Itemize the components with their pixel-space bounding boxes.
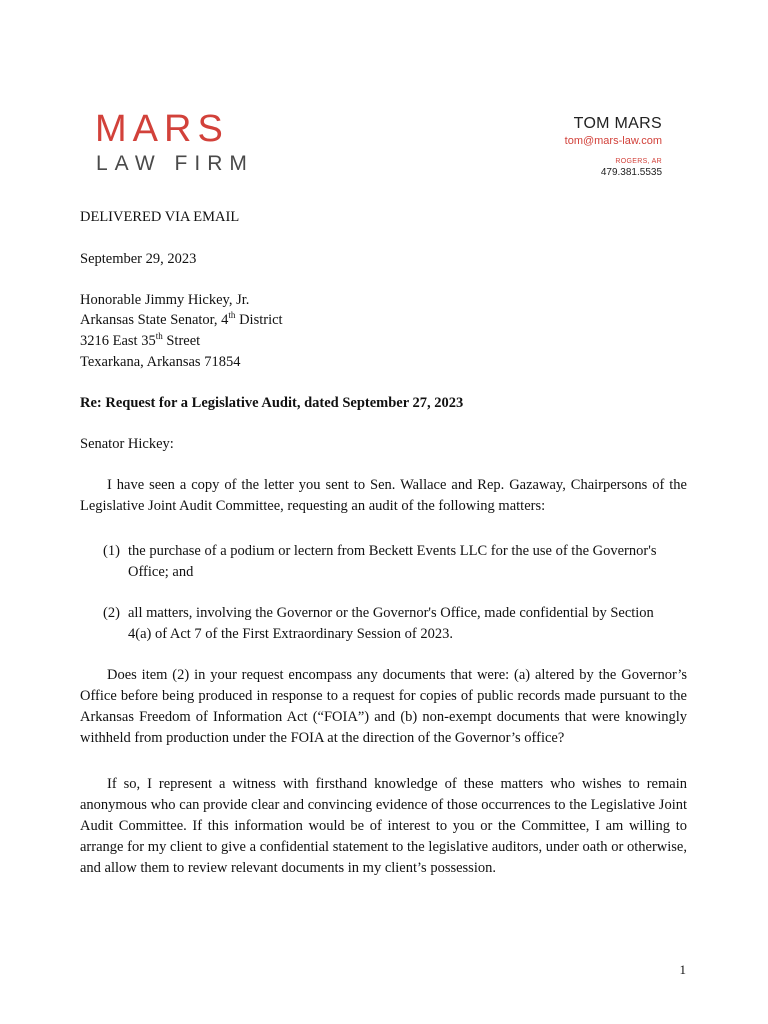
list-item-2-number: (2) (103, 605, 120, 621)
recipient-name: Honorable Jimmy Hickey, Jr. (80, 292, 250, 308)
recipient-title-sup: th (228, 310, 236, 321)
list-item-2 (103, 603, 687, 645)
recipient-city: Texarkana, Arkansas 71854 (80, 354, 241, 370)
list-item-1-first-line (103, 541, 687, 562)
letterhead-contact (565, 115, 662, 179)
firm-logo (95, 110, 254, 176)
subject-line: Re: Request for a Legislative Audit, dated September 27, 2023 (80, 395, 464, 411)
list-item-1 (103, 541, 687, 583)
attorney-city: ROGERS, AR (615, 158, 662, 165)
recipient-street (80, 331, 200, 351)
list-item-2-continuation: 4(a) of Act 7 of the First Extraordinary Session of 2023. (128, 626, 453, 642)
body-paragraph-2: Does item (2) in your request encompass any documents that were: (a) altered by the Governor’s Office before being produced in response to a request for copies of public records made pursuant to the Arkansas Freedom of Information Act (“FOIA”) and (b) non-exempt documents that were knowingly withheld from production under the FOIA at the direction of the Governor’s office? (80, 667, 687, 746)
recipient-street-end: Street (162, 333, 201, 349)
attorney-name: TOM MARS (573, 115, 662, 132)
logo-law-firm-text: LAW FIRM (96, 152, 254, 175)
salutation: Senator Hickey: (80, 436, 174, 452)
delivery-method: DELIVERED VIA EMAIL (80, 209, 240, 225)
recipient-title-end: District (235, 312, 283, 328)
recipient-street-sup: th (155, 331, 163, 342)
body-paragraph-3: If so, I represent a witness with firsthand knowledge of these matters who wishes to remain anonymous who can provide clear and convincing evidence of those occurrences to the Legislative Joint Audit Committee. If this information would be of interest to you or the Committee, I am willing to arrange for my client to give a confidential statement to the legislative auditors, under oath or otherwise, and allow them to review relevant documents in my client’s possession. (80, 776, 687, 876)
list-item-2-text: all matters, involving the Governor or the Governor's Office, made confidential by Section (128, 605, 654, 621)
page-number: 1 (679, 962, 686, 977)
list-item-1-continuation: Office; and (128, 564, 194, 580)
recipient-title (80, 310, 283, 330)
list-item-1-number: (1) (103, 543, 120, 559)
attorney-email: tom@mars-law.com (564, 135, 662, 147)
list-item-1-text: the purchase of a podium or lectern from Beckett Events LLC for the use of the Governor's (128, 543, 657, 559)
logo-mars-text: MARS (95, 108, 229, 150)
attorney-phone: 479.381.5535 (600, 167, 662, 178)
letter-date: September 29, 2023 (80, 251, 197, 267)
list-item-2-first-line (103, 603, 687, 624)
recipient-title-main: Arkansas State Senator, 4 (80, 312, 229, 328)
body-paragraph-1: I have seen a copy of the letter you sent to Sen. Wallace and Rep. Gazaway, Chairpersons of the Legislative Joint Audit Committee, requesting an audit of the following matters: (80, 477, 687, 514)
recipient-street-main: 3216 East 35 (80, 333, 156, 349)
